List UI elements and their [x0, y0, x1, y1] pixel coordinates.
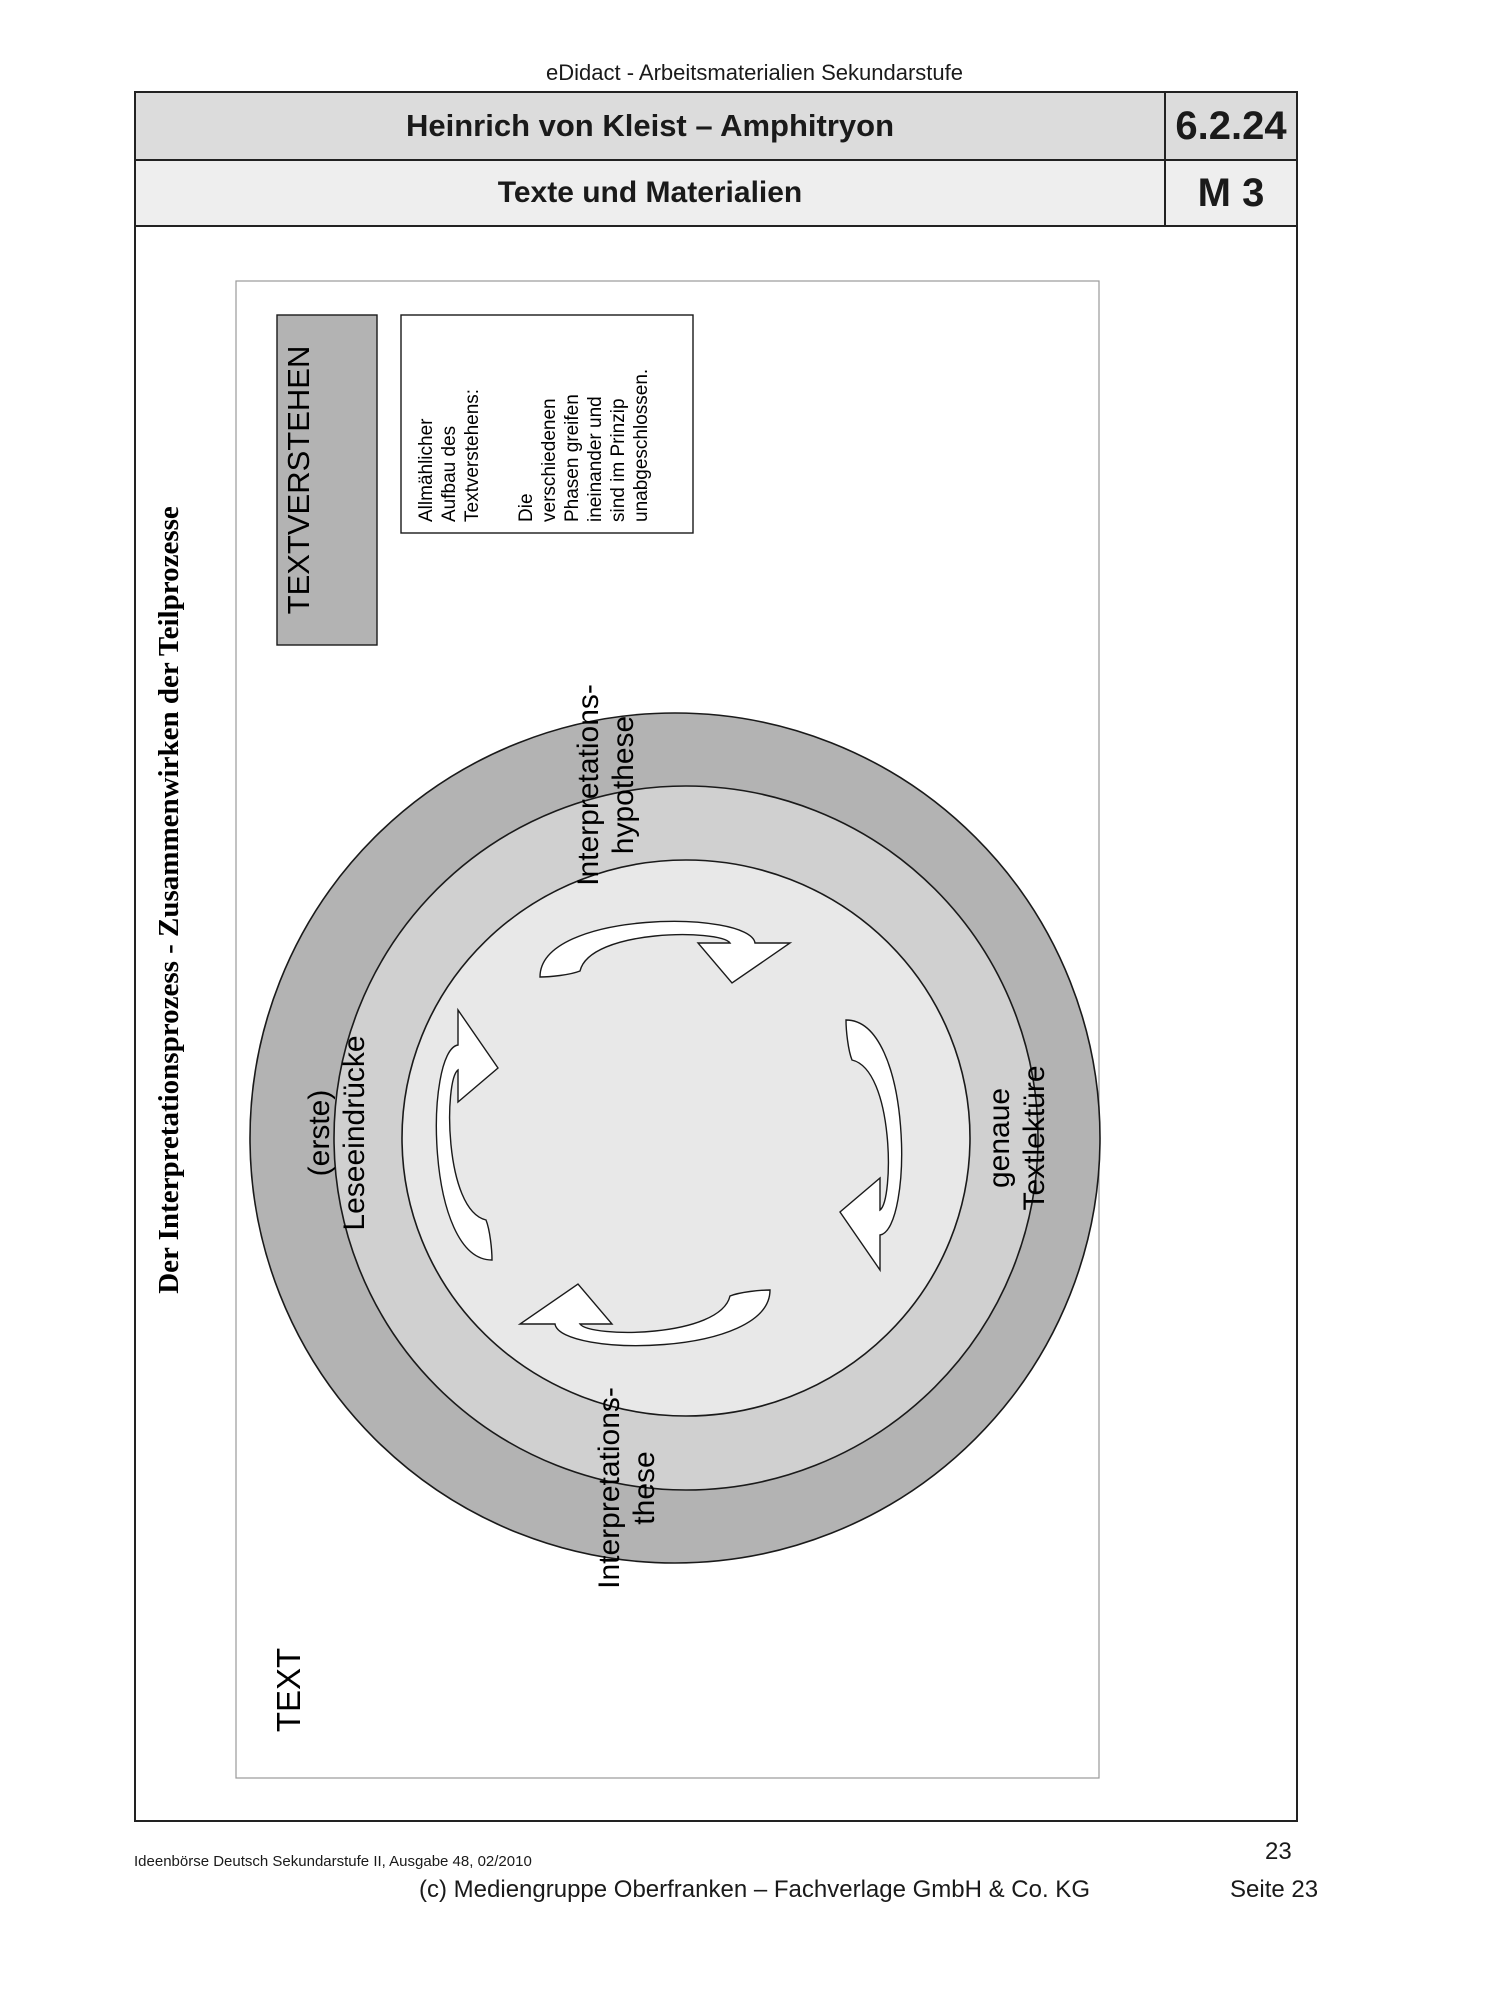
note-line: unabgeschlossen.	[631, 368, 652, 522]
note-line: Textverstehens:	[462, 388, 483, 522]
material-number: M 3	[1197, 171, 1265, 215]
note-line: Die	[516, 493, 537, 522]
footer-page-label: Seite 23	[1230, 1876, 1319, 1903]
label-these-line2: these	[628, 1451, 661, 1525]
note-line: Phasen greifen	[562, 394, 583, 522]
page-top-header: eDidact - Arbeitsmaterialien Sekundarstufe	[546, 60, 963, 85]
label-these-line1: Interpretations-	[593, 1387, 626, 1589]
text-label: TEXT	[270, 1647, 307, 1733]
footer-copyright: (c) Mediengruppe Oberfranken – Fachverlage GmbH & Co. KG	[419, 1876, 1090, 1903]
footer-page-number: 23	[1265, 1838, 1292, 1865]
label-textlektuere-line1: genaue	[983, 1087, 1016, 1189]
diagram-heading: Der Interpretationsprozess - Zusammenwirken der Teilprozesse	[153, 506, 185, 1294]
label-leseeindruecke-line1: (erste)	[303, 1089, 336, 1177]
document-title: Heinrich von Kleist – Amphitryon	[405, 108, 895, 143]
label-leseeindruecke-line2: Leseeindrücke	[338, 1035, 371, 1231]
label-hypothese-line1: Interpretations-	[572, 684, 605, 886]
note-line: sind im Prinzip	[608, 398, 629, 522]
label-textlektuere-line2: Textlektüre	[1018, 1065, 1051, 1211]
label-hypothese-line2: hypothese	[607, 715, 640, 855]
footer-edition: Ideenbörse Deutsch Sekundarstufe II, Ausgabe 48, 02/2010	[134, 1853, 532, 1870]
note-line: Allmählicher	[416, 418, 437, 522]
textverstehen-label: TEXTVERSTEHEN	[281, 345, 316, 615]
note-line: verschiedenen	[539, 398, 560, 522]
chapter-number: 6.2.24	[1175, 104, 1287, 148]
note-line: Aufbau des	[439, 425, 460, 522]
document-subtitle: Texte und Materialien	[497, 176, 803, 209]
note-line: ineinander und	[585, 396, 606, 522]
